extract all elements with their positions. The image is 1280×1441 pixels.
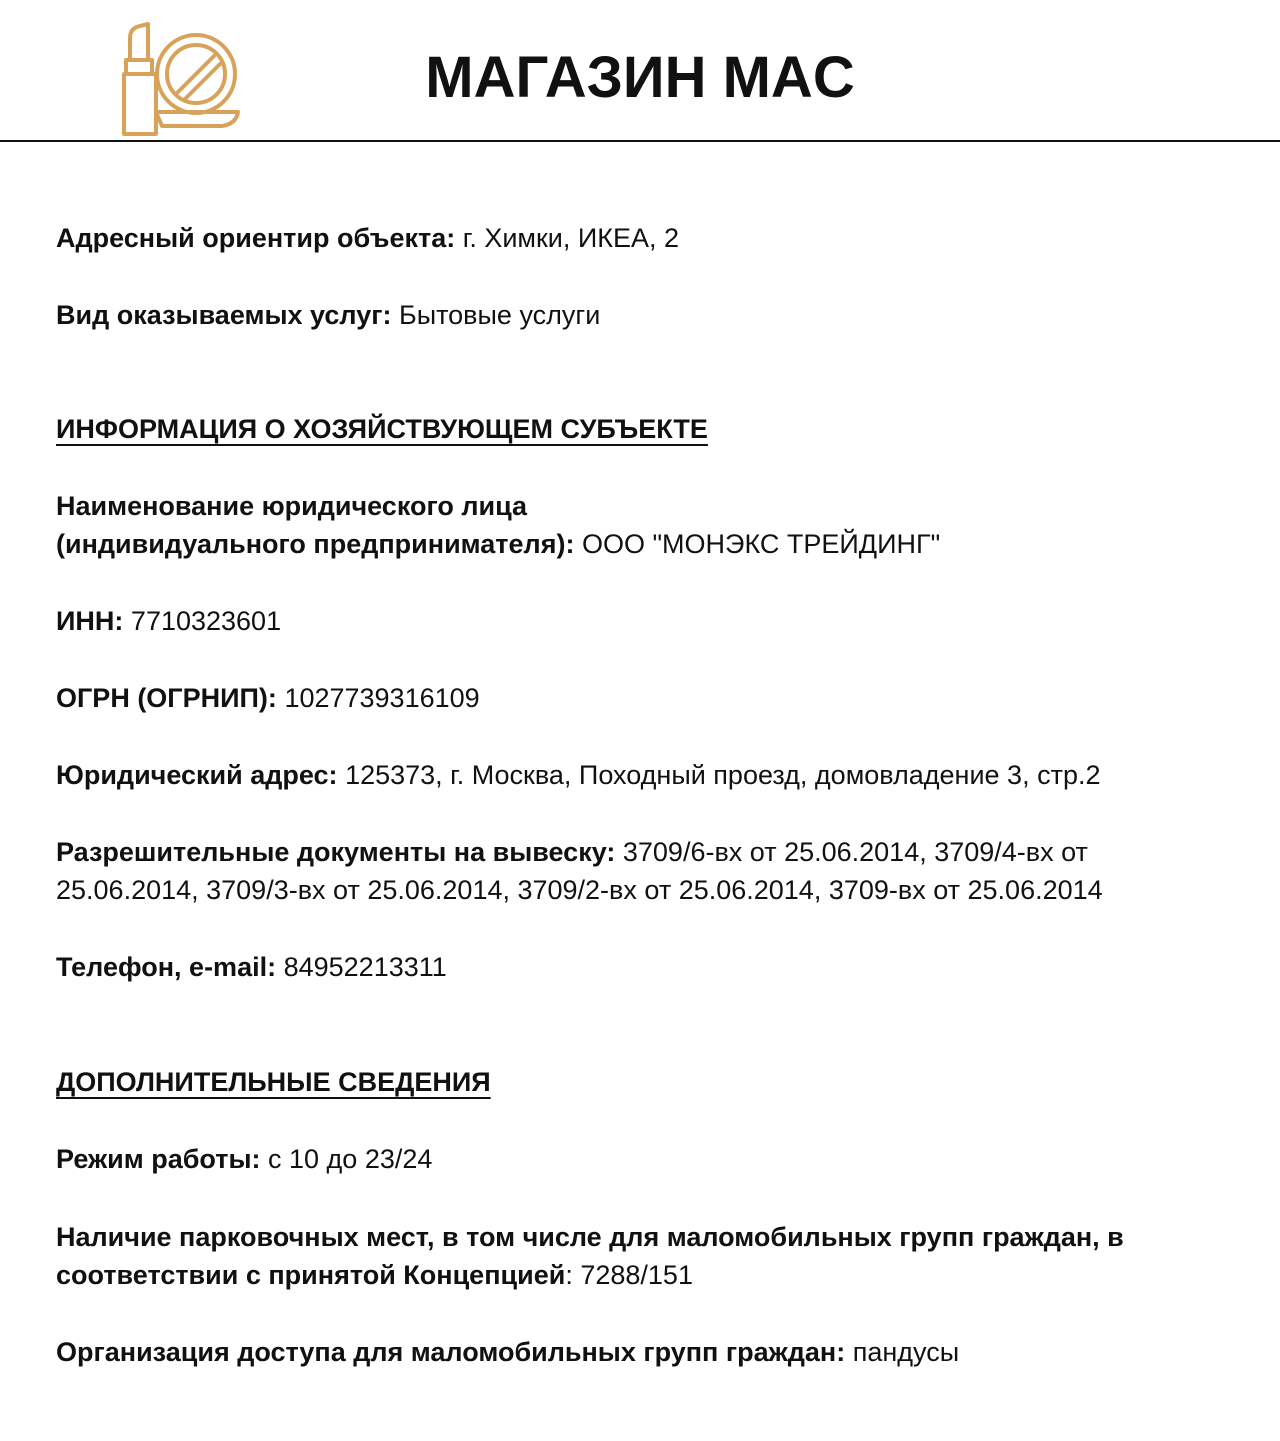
header [0,0,1280,142]
inn-row [56,602,1236,640]
page-title: МАГАЗИН MAC [425,45,855,110]
hours-value: с 10 до 23/24 [268,1144,433,1174]
parking-row [56,1218,1236,1294]
legal-address-value: 125373, г. Москва, Походный проезд, домовладение 3, стр.2 [345,760,1101,790]
access-row [56,1333,1236,1371]
services-value: Бытовые услуги [398,300,601,330]
phone-value: 84952213311 [283,952,447,982]
access-label: Организация доступа для маломобильных групп граждан: [56,1337,846,1367]
extra-section-heading: ДОПОЛНИТЕЛЬНЫЕ СВЕДЕНИЯ [56,1067,491,1097]
ogrn-label: ОГРН (ОГРНИП): [56,683,277,713]
parking-value: 7288/151 [580,1260,693,1290]
entity-name-row [56,487,1236,563]
hours-row [56,1140,1236,1178]
legal-address-label: Юридический адрес: [56,760,338,790]
entity-name-label-line2: (индивидуального предпринимателя): [56,529,575,559]
hours-label: Режим работы: [56,1144,261,1174]
address-label: Адресный ориентир объекта: [56,223,456,253]
address-row [56,219,1236,257]
permits-value-line1: 3709/6-вх от 25.06.2014, 3709/4-вх от [622,837,1088,867]
access-value: пандусы [852,1337,960,1367]
services-label: Вид оказываемых услуг: [56,300,392,330]
parking-label-line2: соответствии с принятой Концепцией [56,1260,566,1290]
services-row [56,296,1236,334]
entity-name-label-line1: Наименование юридического лица [56,491,528,521]
entity-name-value: ООО "МОНЭКС ТРЕЙДИНГ" [581,529,941,559]
parking-colon: : [565,1260,573,1290]
phone-row [56,948,1236,986]
parking-label-line1: Наличие парковочных мест, в том числе для маломобильных групп граждан, в [56,1222,1124,1252]
entity-section-heading: ИНФОРМАЦИЯ О ХОЗЯЙСТВУЮЩЕМ СУБЪЕКТЕ [56,414,708,444]
address-value: г. Химки, ИКЕА, 2 [462,223,680,253]
phone-label: Телефон, e-mail: [56,952,277,982]
ogrn-value: 1027739316109 [284,683,480,713]
ogrn-row [56,679,1236,717]
permits-value-line2: 25.06.2014, 3709/3-вх от 25.06.2014, 3709/2-вх от 25.06.2014, 3709-вх от 25.06.2014 [56,875,1103,905]
legal-address-row [56,756,1236,794]
inn-value: 7710323601 [130,606,282,636]
permits-label: Разрешительные документы на вывеску: [56,837,616,867]
inn-label: ИНН: [56,606,124,636]
permits-row [56,833,1236,909]
